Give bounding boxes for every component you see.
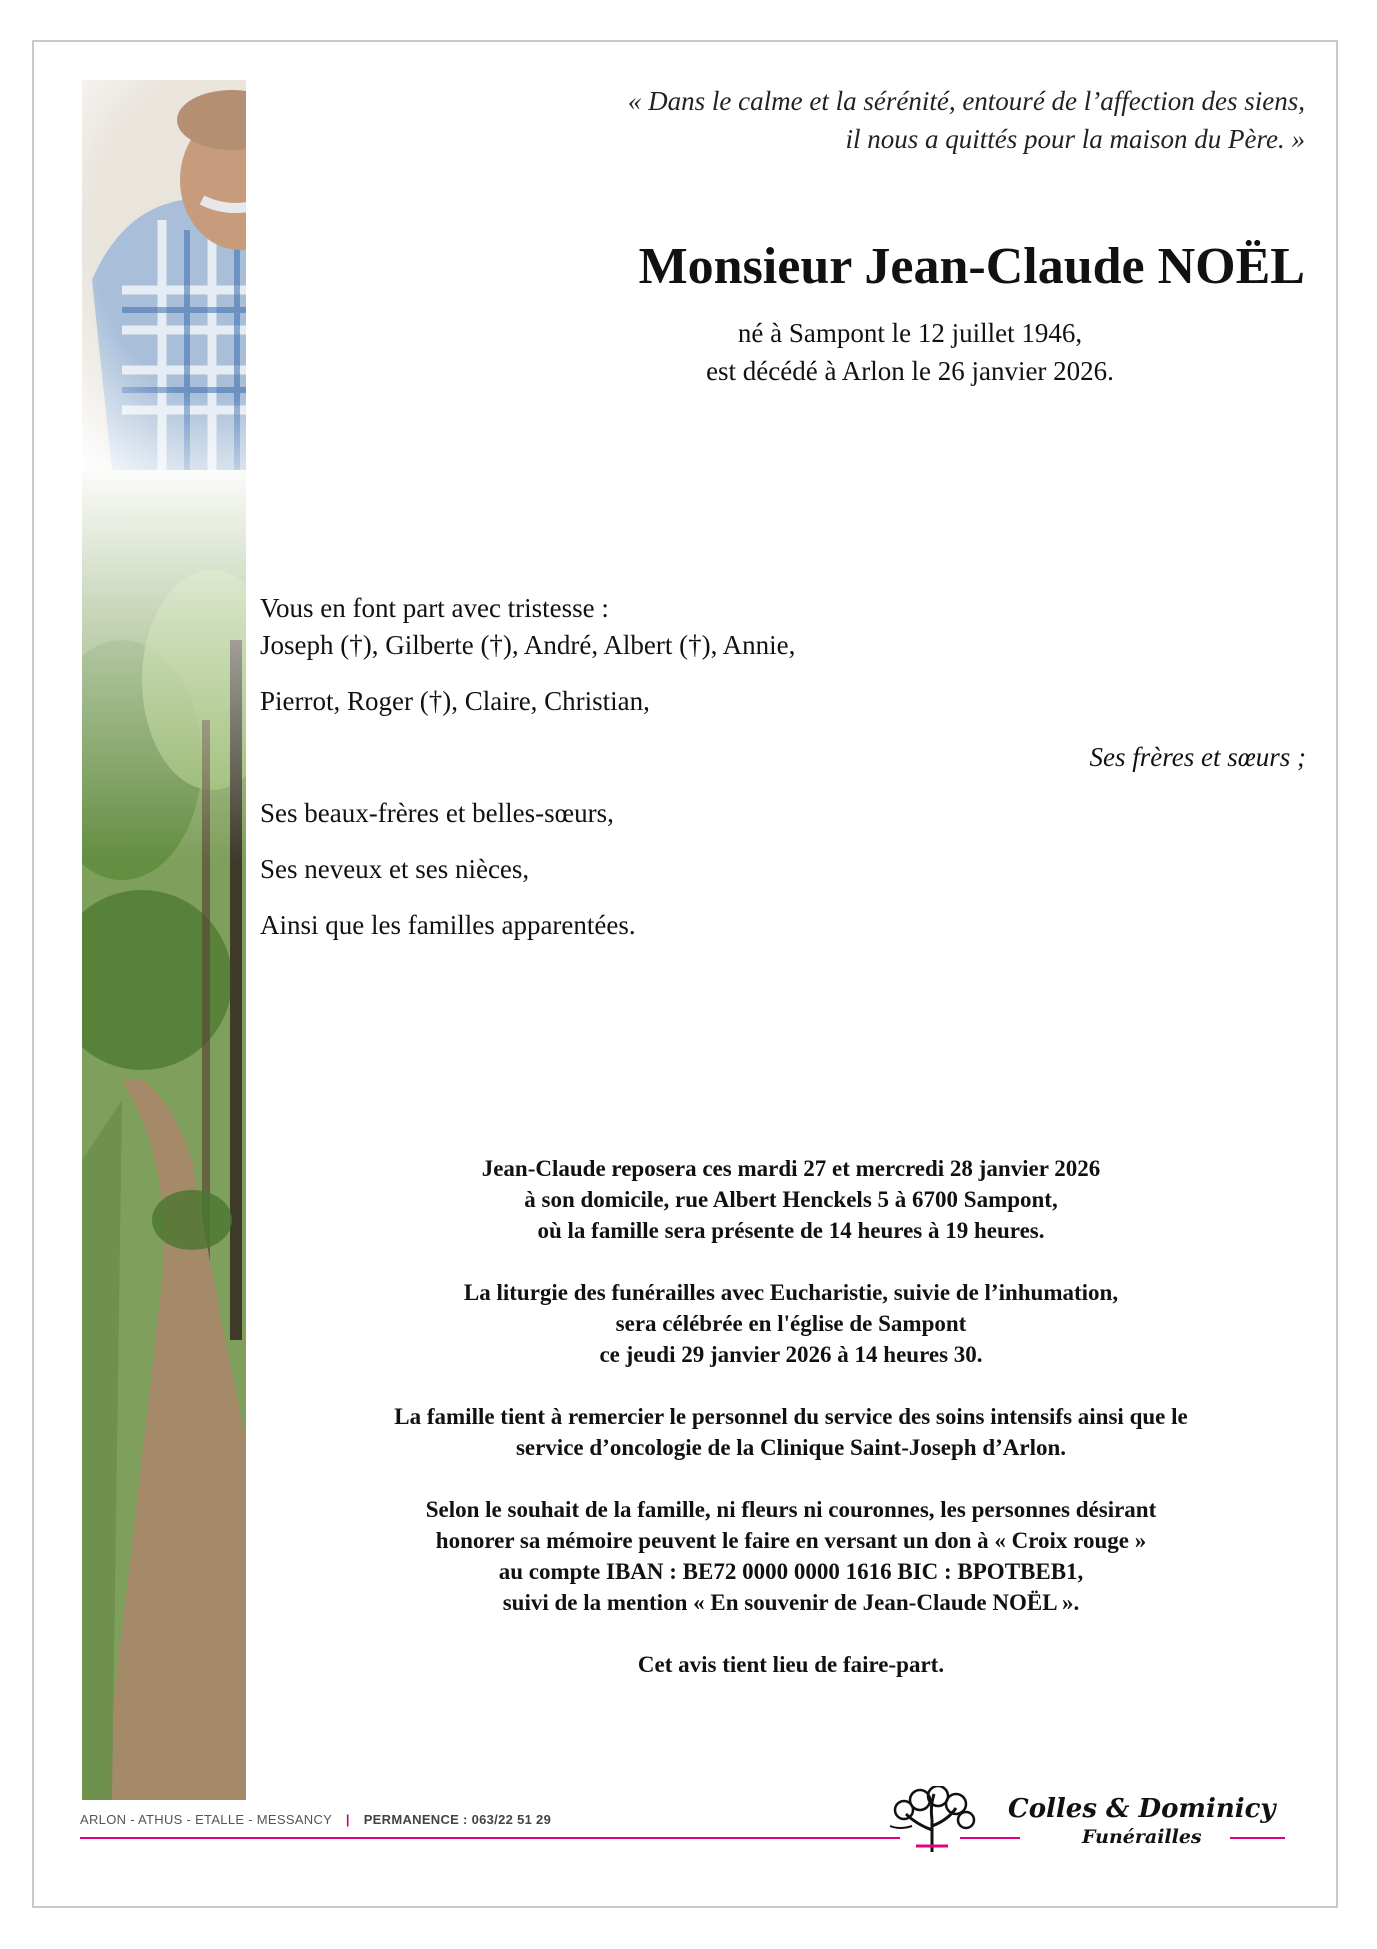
footer-contact — [80, 1812, 551, 1827]
footer-locations: ARLON - ATHUS - ETALLE - MESSANCY — [80, 1812, 332, 1827]
thanks-paragraph — [246, 1401, 1336, 1463]
footer-accent-line — [80, 1837, 900, 1839]
memorial-quote — [405, 82, 1305, 158]
footer-accent-line — [1230, 1837, 1285, 1839]
liturgy-line: ce jeudi 29 janvier 2026 à 14 heures 30. — [599, 1342, 983, 1367]
quote-line-1: « Dans le calme et la sérénité, entouré de l’affection des siens, — [627, 86, 1305, 116]
siblings-line-1: Joseph (†), Gilberte (†), André, Albert (†), Annie, — [260, 630, 796, 660]
nephews-line: Ses neveux et ses nièces, — [260, 854, 530, 884]
forest-illustration — [82, 460, 246, 1800]
death-line: est décédé à Arlon le 26 janvier 2026. — [706, 356, 1114, 386]
liturgy-paragraph — [246, 1277, 1336, 1370]
footer-separator: | — [345, 1812, 350, 1827]
viewing-line: Jean-Claude reposera ces mardi 27 et mercredi 28 janvier 2026 — [481, 1156, 1101, 1181]
tree-logo-icon — [886, 1786, 982, 1852]
liturgy-line: La liturgie des funérailles avec Eucharistie, suivie de l’inhumation, — [463, 1280, 1119, 1305]
forest-path-image — [82, 460, 246, 1800]
birth-line: né à Sampont le 12 juillet 1946, — [737, 318, 1083, 348]
brand-subtitle: Funérailles — [1082, 1826, 1202, 1848]
funeral-details — [246, 1153, 1336, 1711]
liturgy-line: sera célébrée en l'église de Sampont — [615, 1311, 967, 1336]
family-intro: Vous en font part avec tristesse : — [260, 593, 609, 623]
portrait-illustration — [82, 80, 246, 470]
memorial-photo-strip — [82, 80, 246, 1800]
footer-permanence: PERMANENCE : 063/22 51 29 — [363, 1812, 552, 1827]
birth-death-info — [560, 314, 1260, 390]
brand-name: Colles & Dominicy — [1008, 1794, 1276, 1824]
siblings-line-2: Pierrot, Roger (†), Claire, Christian, — [260, 686, 650, 716]
siblings-label: Ses frères et sœurs ; — [1089, 742, 1306, 772]
in-laws-line: Ses beaux-frères et belles-sœurs, — [260, 798, 614, 828]
closing-line: Cet avis tient lieu de faire-part. — [637, 1652, 945, 1677]
viewing-paragraph — [246, 1153, 1336, 1246]
deceased-name: Monsieur Jean-Claude NOËL — [638, 238, 1305, 295]
quote-line-2: il nous a quittés pour la maison du Père. » — [845, 124, 1305, 154]
portrait-photo — [82, 80, 246, 470]
donation-line: au compte IBAN : BE72 0000 0000 1616 BIC : BPOTBEB1, — [498, 1559, 1084, 1584]
family-announcement — [260, 590, 1310, 944]
thanks-line: service d’oncologie de la Clinique Saint-Joseph d’Arlon. — [515, 1435, 1067, 1460]
donation-paragraph — [246, 1494, 1336, 1618]
viewing-line: où la famille sera présente de 14 heures à 19 heures. — [537, 1218, 1045, 1243]
donation-line: honorer sa mémoire peuvent le faire en versant un don à « Croix rouge » — [435, 1528, 1147, 1553]
thanks-line: La famille tient à remercier le personnel du service des soins intensifs ainsi que le — [394, 1404, 1188, 1429]
donation-line: suivi de la mention « En souvenir de Jean-Claude NOËL ». — [502, 1590, 1080, 1615]
viewing-line: à son domicile, rue Albert Henckels 5 à 6700 Sampont, — [524, 1187, 1058, 1212]
related-families-line: Ainsi que les familles apparentées. — [260, 910, 636, 940]
donation-line: Selon le souhait de la famille, ni fleurs ni couronnes, les personnes désirant — [425, 1497, 1157, 1522]
